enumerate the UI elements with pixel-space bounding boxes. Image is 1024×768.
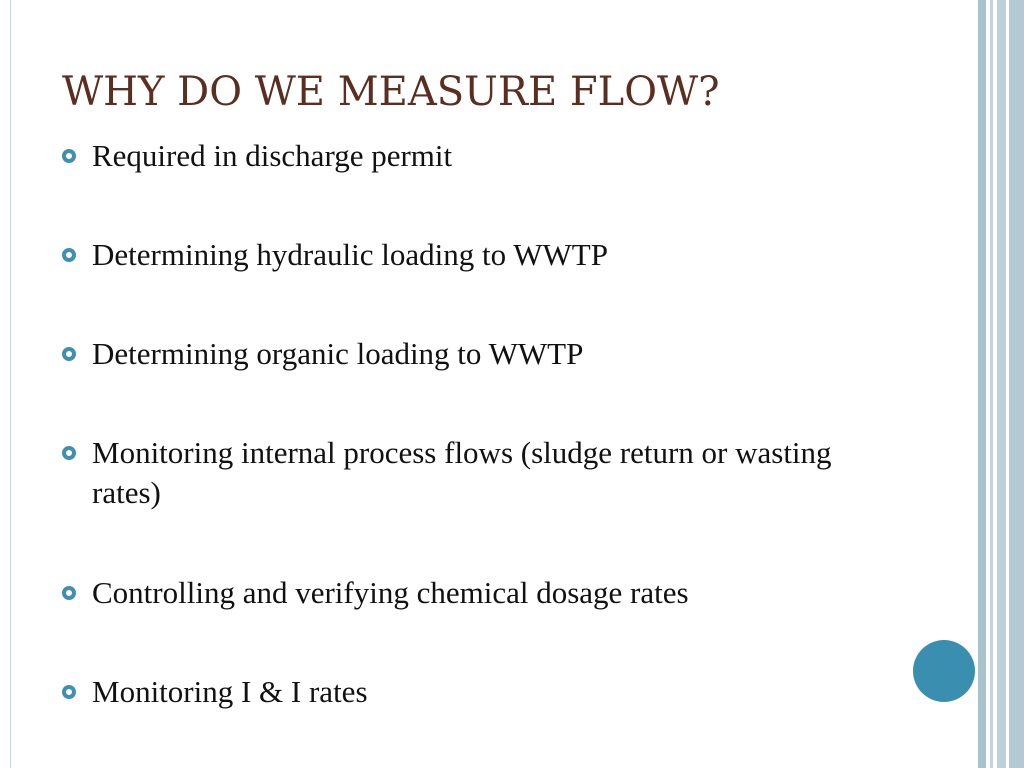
- decorative-stripe: [978, 0, 986, 768]
- bullet-text: Required in discharge permit: [92, 138, 453, 173]
- slide-title: WHY DO WE MEASURE FLOW?: [62, 69, 720, 115]
- bullet-item: [62, 235, 902, 275]
- decorative-stripe: [997, 0, 1006, 768]
- ring-bullet-icon: [62, 685, 76, 699]
- left-edge-line: [0, 0, 11, 768]
- decorative-stripe: [1009, 0, 1024, 768]
- ring-bullet-icon: [62, 248, 76, 262]
- ring-bullet-icon: [62, 586, 76, 600]
- bullet-text: Monitoring I & I rates: [92, 674, 368, 709]
- bullet-item: [62, 136, 902, 176]
- bullet-text: Determining organic loading to WWTP: [92, 336, 584, 371]
- bullet-item: [62, 433, 902, 513]
- ring-bullet-icon: [62, 347, 76, 361]
- bullet-text: Monitoring internal process flows (sludge return or wasting rates): [92, 435, 832, 510]
- decorative-circle: [913, 640, 975, 702]
- ring-bullet-icon: [62, 446, 76, 460]
- bullet-item: [62, 573, 902, 613]
- bullet-text: Determining hydraulic loading to WWTP: [92, 237, 608, 272]
- bullet-item: [62, 334, 902, 374]
- bullet-item: [62, 672, 902, 712]
- ring-bullet-icon: [62, 149, 76, 163]
- bullet-text: Controlling and verifying chemical dosage rates: [92, 575, 689, 610]
